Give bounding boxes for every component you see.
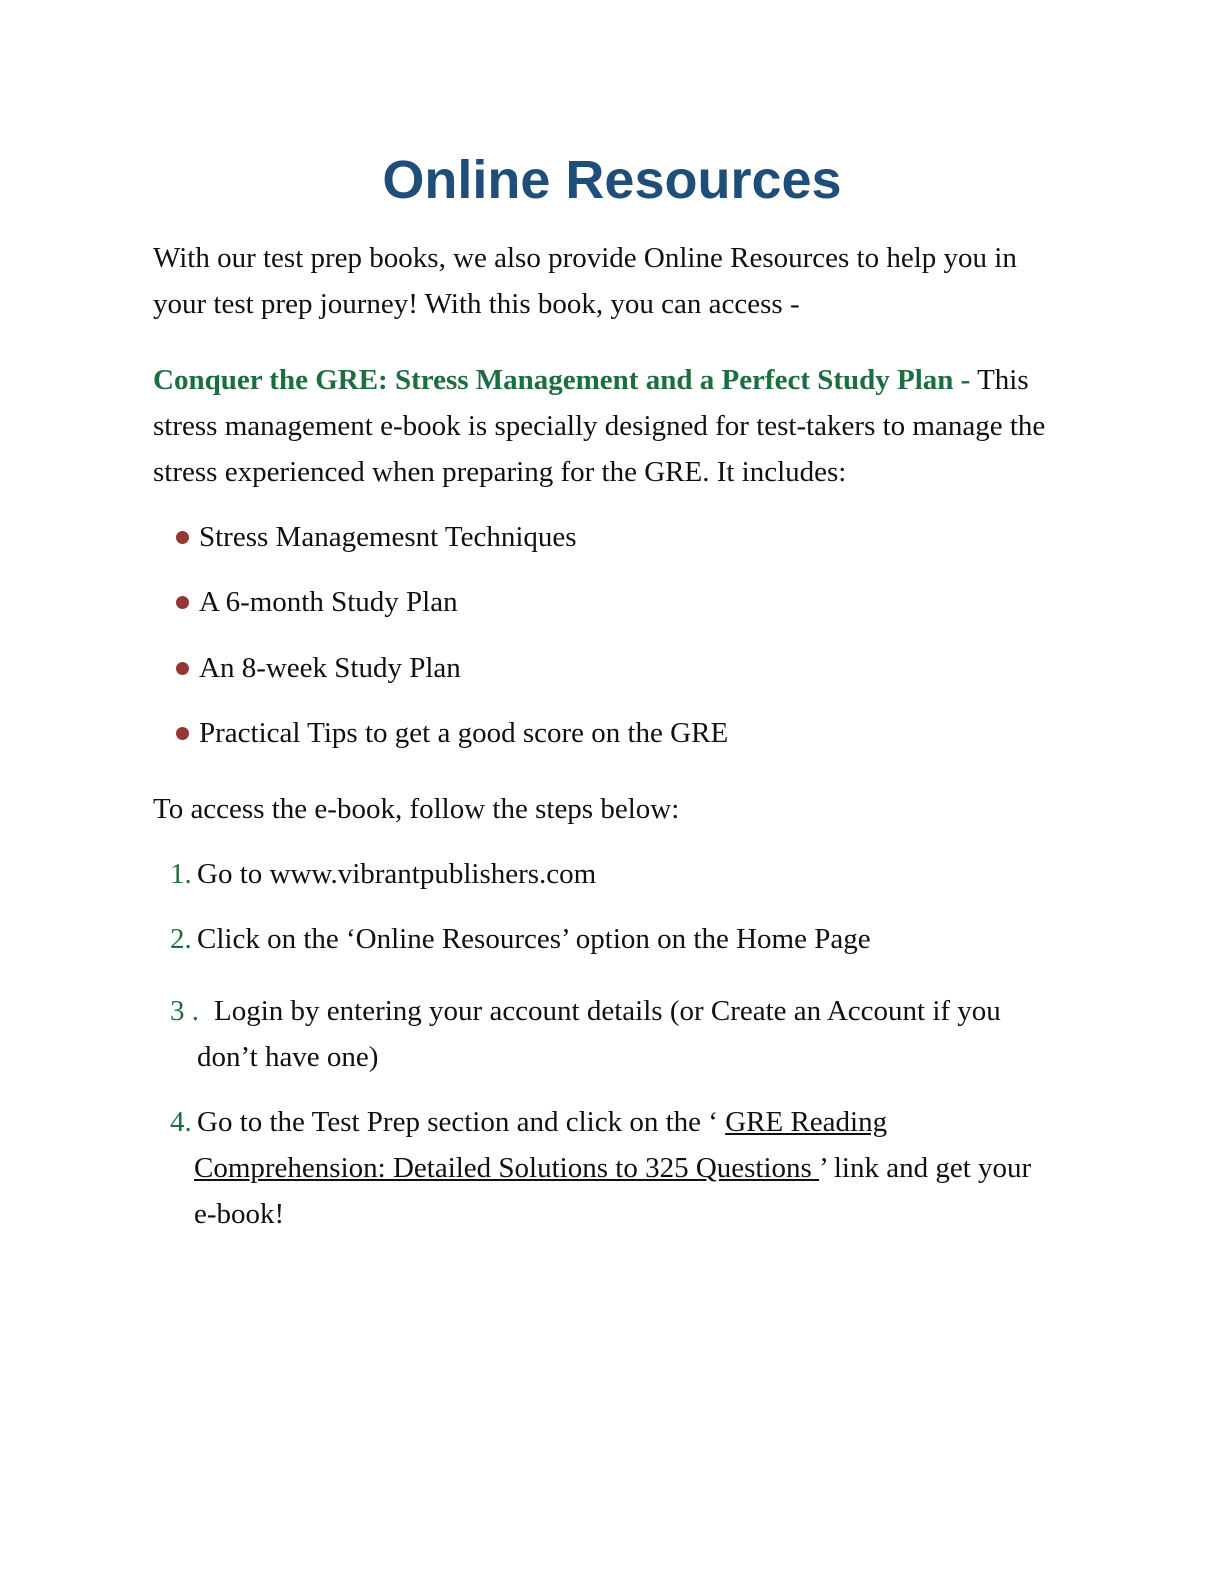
step-number: 4. [170,1106,192,1138]
bullet-icon [176,727,189,740]
bullet-icon [176,662,189,675]
step-text [153,988,1073,1080]
list-item [153,579,728,644]
list-item-text: A 6-month Study Plan [199,586,458,619]
bullet-icon [176,596,189,609]
list-item [153,514,728,579]
step-number: 2. [170,923,192,955]
list-item-text: Practical Tips to get a good score on the GRE [199,716,729,749]
step-text-after: ’ link and get your [819,1152,1032,1184]
step-3 [153,988,1073,1080]
step-text-line: Login by entering your account details (or Create an Account if you [214,995,1001,1027]
step-text-line [194,1145,1073,1191]
page-title: Online Resources [382,150,842,210]
steps-intro: To access the e-book, follow the steps below: [153,793,680,825]
ebook-paragraph [153,357,1063,495]
step-text [153,1099,1073,1237]
step-4 [153,1099,1073,1237]
intro-paragraph: With our test prep books, we also provide Online Resources to help you in your test prep journey! With this book, you can access - [153,242,1017,320]
list-item-text: Stress Managemesnt Techniques [199,521,577,553]
step-1 [153,851,1073,897]
ebook-description: This stress management e-book is specially designed for test-takers to manage the stress experienced when preparing for the GRE. It includes: [153,364,1046,488]
ebook-link[interactable]: GRE Reading [725,1106,888,1138]
step-text-before: Go to the Test Prep section and click on the ‘ [197,1106,726,1138]
step-text-line: don’t have one) [197,1041,379,1073]
list-item [153,710,728,775]
includes-list [153,514,728,775]
step-text: Click on the ‘Online Resources’ option on the Home Page [197,923,871,955]
ebook-link[interactable]: Comprehension: Detailed Solutions to 325 Questions [194,1152,820,1184]
step-number: 1. [170,858,192,890]
list-item [153,645,728,710]
ebook-title: Conquer the GRE: Stress Management and a Perfect Study Plan - [153,364,971,396]
step-text: Go to www.vibrantpublishers.com [197,858,597,890]
list-item-text: An 8-week Study Plan [199,651,461,684]
bullet-icon [176,531,189,544]
step-text-line: e-book! [194,1198,285,1230]
step-2 [153,916,1073,962]
step-number: 3 . [170,995,199,1027]
